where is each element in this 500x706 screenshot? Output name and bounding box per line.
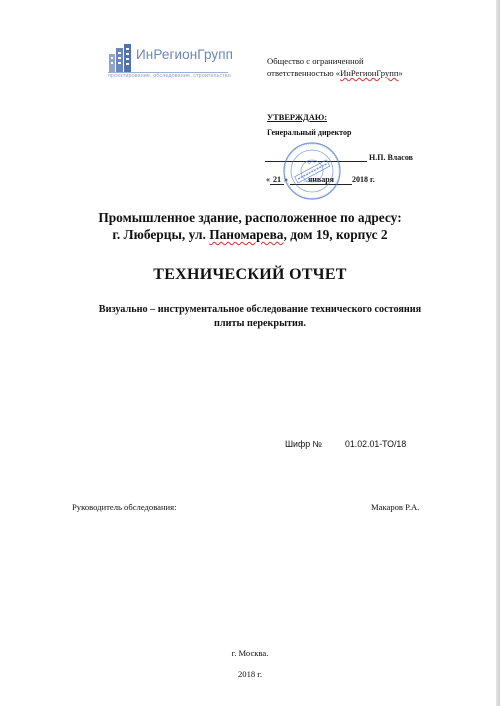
logo-name: ИнРегионГрупп [136,47,234,62]
cipher-value: 01.02.01-ТО/18 [345,439,407,449]
footer-year: 2018 г. [237,669,263,679]
report-subtitle [60,303,460,331]
building-line-2-suffix: , дом 19, корпус 2 [283,227,388,242]
report-title: ТЕХНИЧЕСКИЙ ОТЧЕТ [153,266,347,283]
approval-signer: Н.П. Власов [369,153,413,162]
approval-role: Генеральный директор [267,128,352,137]
subtitle-line-2: плиты перекрытия. [214,318,306,329]
date-open-quote: « [266,175,270,184]
date-month: января [290,175,352,185]
logo-tagline: проектирование, обследование, строительство [108,73,231,79]
organization-line-2 [267,67,403,79]
date-close-quote: » [284,175,288,184]
building-address [40,209,460,243]
date-day: 21 [270,175,284,185]
building-line-2 [40,226,460,243]
survey-head-name: Макаров Р.А. [371,502,420,512]
building-line-1: Промышленное здание, расположенное по адресу: [98,210,402,225]
building-logo-icon [108,44,134,72]
building-street: Паномарева [209,227,284,242]
organization-line-1: Общество с ограниченной [267,56,364,66]
company-logo [108,44,258,84]
survey-head-label: Руководитель обследования: [72,502,177,512]
subtitle-line-1: Визуально – инструментальное обследование технического состояния [98,304,422,315]
approval-title: УТВЕРЖДАЮ: [267,113,328,122]
company-seal-stamp [282,141,342,201]
footer-city: г. Москва. [231,648,269,658]
cipher-label: Шифр № [285,439,322,449]
organization-line-2-prefix: ответственностью « [267,68,341,78]
building-line-2-prefix: г. Люберцы, ул. [112,227,210,242]
date-year: 2018 г. [352,175,375,184]
organization-line-2-suffix: » [398,68,403,78]
organization-company-name: ИнРегионГрупп [340,68,399,78]
organization-name [267,55,403,79]
page-edge-shadow [496,0,500,706]
